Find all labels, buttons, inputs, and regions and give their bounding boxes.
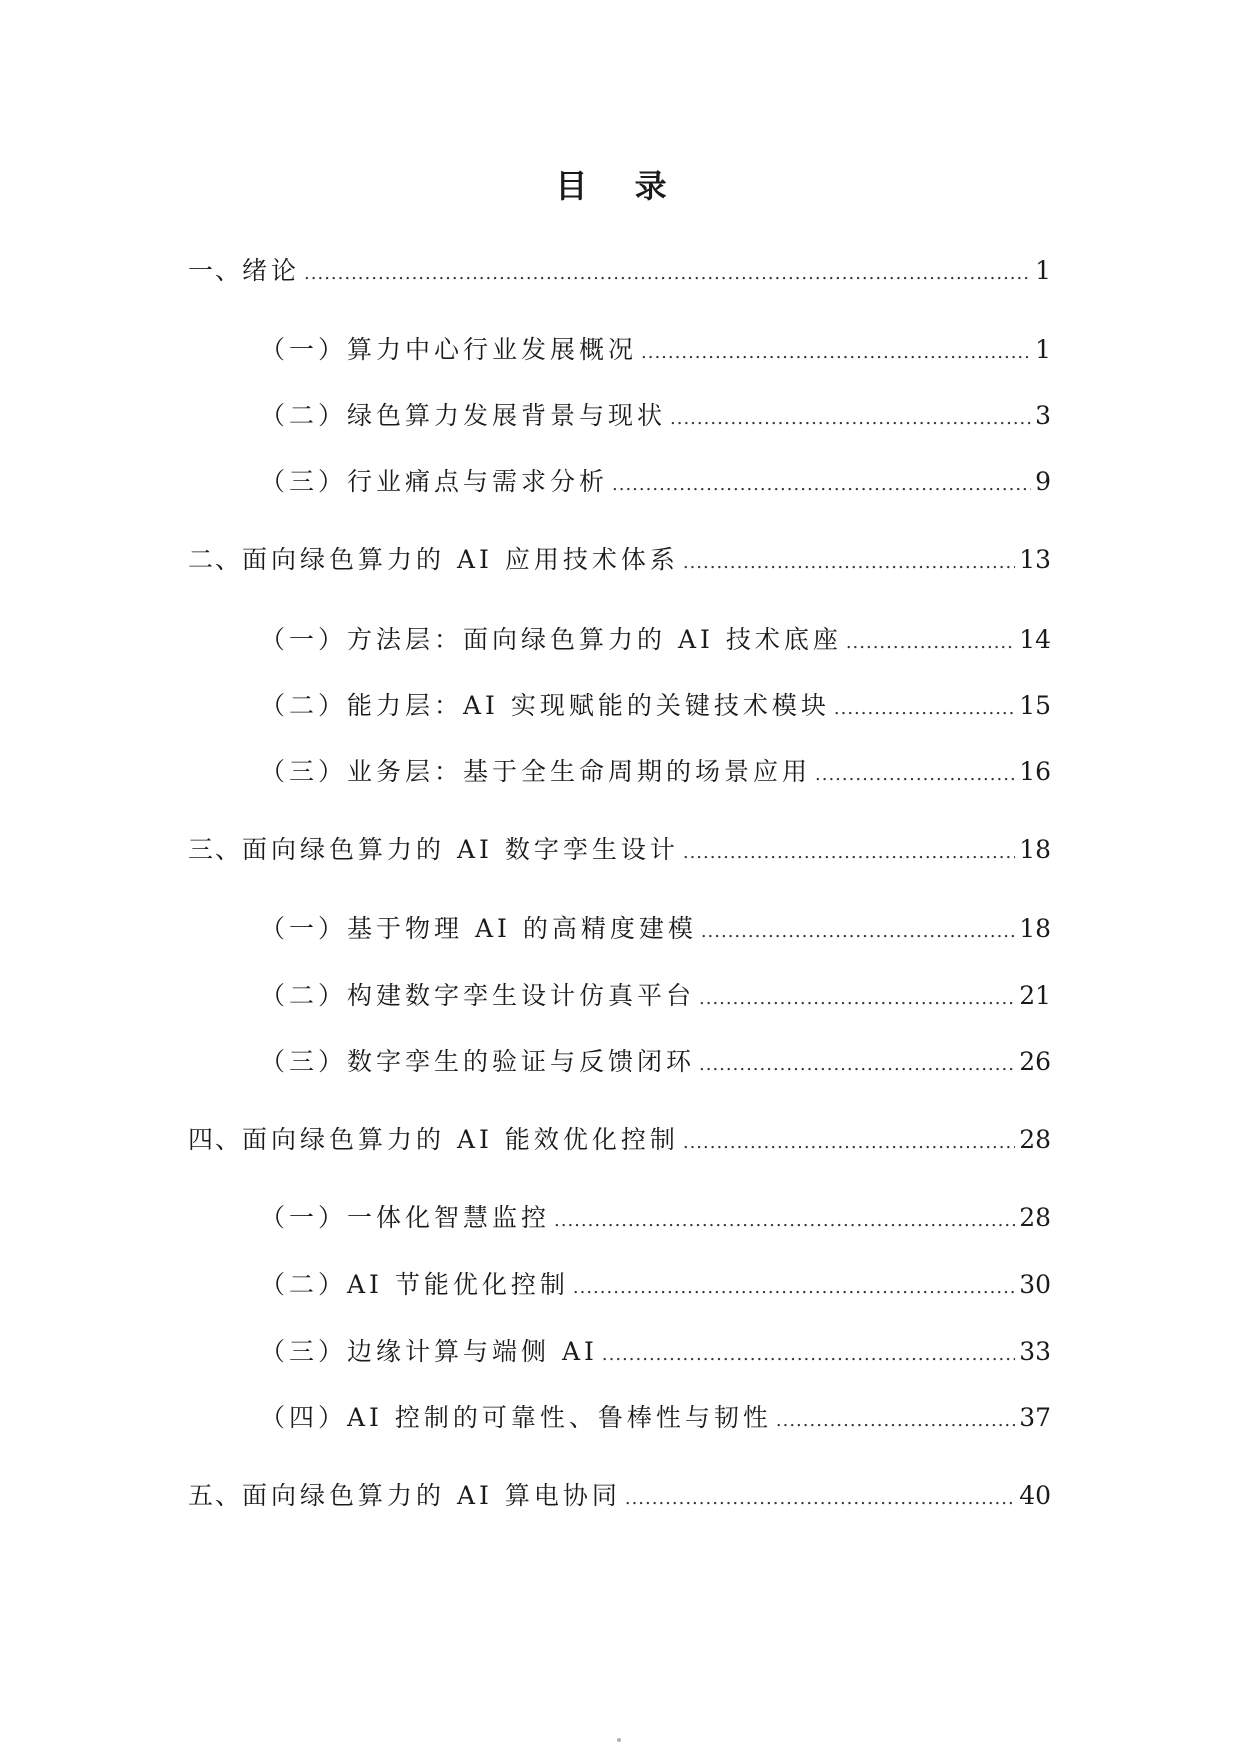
dot-leader: [683, 1125, 1015, 1161]
toc-entry-subsection[interactable]: [260, 978, 1051, 1014]
toc-label: （三）边缘计算与端侧 AI: [260, 1337, 598, 1366]
toc-page-number: 26: [1019, 1047, 1051, 1076]
toc-label: （二）构建数字孪生设计仿真平台: [260, 981, 696, 1010]
toc-entry-subsection[interactable]: [260, 1044, 1051, 1080]
dot-leader: [701, 914, 1015, 950]
toc-number: 三、: [188, 835, 243, 864]
toc-page-number: 18: [1019, 835, 1051, 864]
toc-page-number: 28: [1019, 1125, 1051, 1154]
toc-entry-subsection[interactable]: [260, 1200, 1051, 1236]
toc-entry-section-3[interactable]: [188, 832, 1051, 868]
toc-entry-subsection[interactable]: [260, 332, 1051, 368]
toc-label: 面向绿色算力的 AI 数字孪生设计: [242, 835, 679, 864]
toc-label: （一）方法层：面向绿色算力的 AI 技术底座: [260, 625, 842, 654]
toc-label: （三）行业痛点与需求分析: [260, 467, 609, 496]
toc-label: 绪论: [242, 256, 301, 285]
dot-leader: [612, 467, 1031, 503]
toc-label: （一）基于物理 AI 的高精度建模: [260, 914, 697, 943]
dot-leader: [683, 835, 1015, 871]
toc-page-number: 18: [1019, 914, 1051, 943]
toc-page-number: 37: [1019, 1403, 1051, 1432]
toc-entry-subsection[interactable]: [260, 398, 1051, 434]
dot-leader: [625, 1481, 1015, 1517]
toc-entry-subsection[interactable]: [260, 622, 1051, 658]
dot-leader: [699, 1047, 1015, 1083]
dot-leader: [683, 545, 1015, 581]
toc-page-number: 1: [1035, 256, 1051, 285]
toc-page-number: 21: [1019, 981, 1051, 1010]
toc-entry-subsection[interactable]: [260, 464, 1051, 500]
toc-page-number: 30: [1019, 1270, 1051, 1299]
toc-page-number: 40: [1019, 1481, 1051, 1510]
dot-leader: [641, 335, 1031, 371]
toc-label: （三）业务层：基于全生命周期的场景应用: [260, 757, 812, 786]
toc-entry-subsection[interactable]: [260, 1334, 1051, 1370]
dot-leader: [776, 1403, 1015, 1439]
toc-page-number: 13: [1019, 545, 1051, 574]
toc-label: 面向绿色算力的 AI 能效优化控制: [242, 1125, 679, 1154]
dot-leader: [304, 256, 1031, 292]
toc-entry-section-1[interactable]: [188, 253, 1051, 289]
dot-leader: [846, 625, 1015, 661]
toc-label: （二）绿色算力发展背景与现状: [260, 401, 667, 430]
toc-number: 一、: [188, 256, 243, 285]
dot-leader: [554, 1203, 1015, 1239]
toc-entry-section-2[interactable]: [188, 542, 1051, 578]
toc-entry-subsection[interactable]: [260, 754, 1051, 790]
toc-label: （一）一体化智慧监控: [260, 1203, 551, 1232]
dot-leader: [834, 691, 1015, 727]
dot-leader: [573, 1270, 1015, 1306]
toc-page-number: 28: [1019, 1203, 1051, 1232]
page-footer-mark: [617, 1738, 621, 1742]
toc-page-number: 33: [1019, 1337, 1051, 1366]
toc-page-number: 15: [1019, 691, 1051, 720]
toc-number: 四、: [188, 1125, 243, 1154]
toc-number: 五、: [188, 1481, 243, 1510]
toc-label: （一）算力中心行业发展概况: [260, 335, 638, 364]
toc-page-number: 16: [1019, 757, 1051, 786]
toc-page-number: 14: [1019, 625, 1051, 654]
toc-entry-subsection[interactable]: [260, 1267, 1051, 1303]
toc-entry-section-5[interactable]: [188, 1478, 1051, 1514]
dot-leader: [602, 1337, 1015, 1373]
toc-page-number: 3: [1035, 401, 1051, 430]
toc-entry-section-4[interactable]: [188, 1122, 1051, 1158]
page-title: 目 录: [555, 167, 685, 205]
toc-entry-subsection[interactable]: [260, 911, 1051, 947]
dot-leader: [670, 401, 1031, 437]
toc-page-number: 9: [1035, 467, 1051, 496]
dot-leader: [699, 981, 1015, 1017]
toc-label: （三）数字孪生的验证与反馈闭环: [260, 1047, 696, 1076]
toc-label: （二）AI 节能优化控制: [260, 1270, 569, 1299]
toc-entry-subsection[interactable]: [260, 688, 1051, 724]
toc-label: （二）能力层：AI 实现赋能的关键技术模块: [260, 691, 830, 720]
toc-label: （四）AI 控制的可靠性、鲁棒性与韧性: [260, 1403, 772, 1432]
toc-entry-subsection[interactable]: [260, 1400, 1051, 1436]
toc-page-number: 1: [1035, 335, 1051, 364]
dot-leader: [815, 757, 1015, 793]
toc-number: 二、: [188, 545, 243, 574]
toc-label: 面向绿色算力的 AI 算电协同: [242, 1481, 621, 1510]
toc-label: 面向绿色算力的 AI 应用技术体系: [242, 545, 679, 574]
